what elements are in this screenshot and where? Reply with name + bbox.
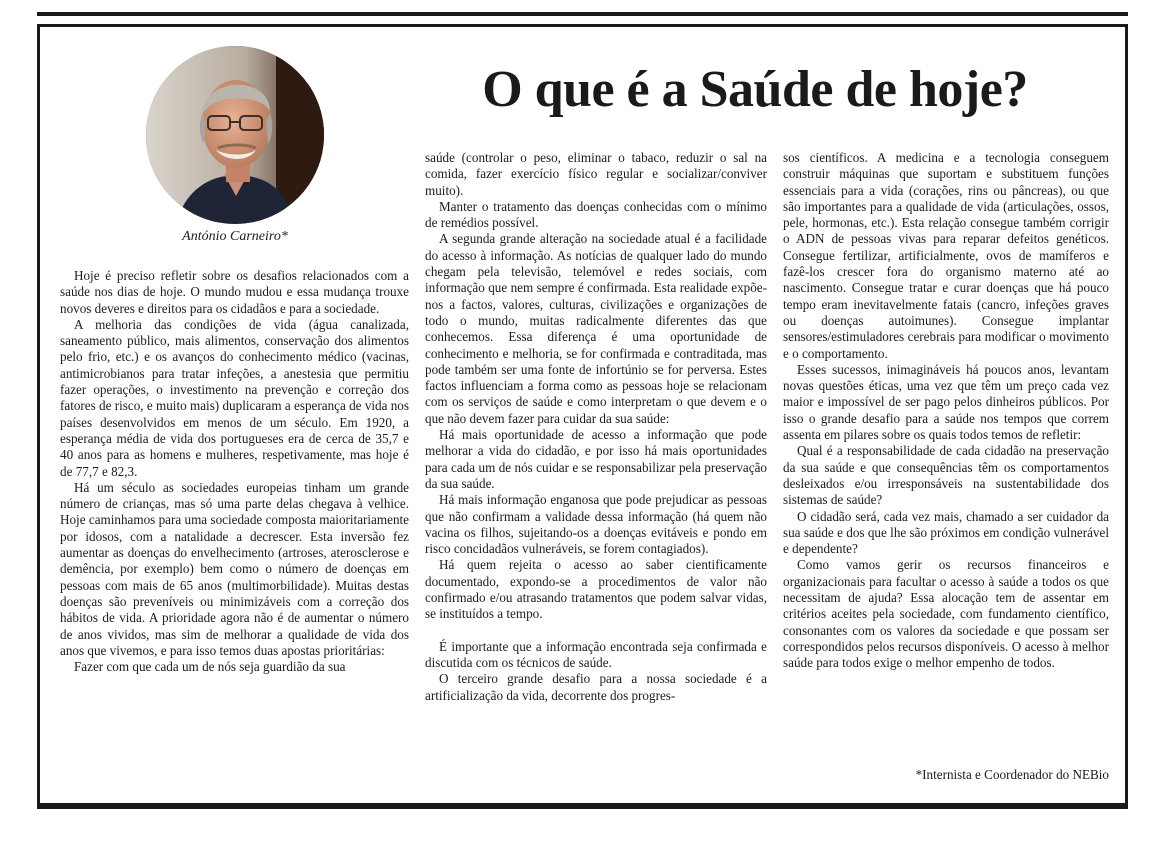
paragraph: Manter o tratamento das doenças conhecidas com o mínimo de remédios possível. [425,198,767,231]
paragraph: O terceiro grande desafio para a nossa sociedade é a artificialização da vida, decorrente dos progres- [425,671,767,703]
paragraph: O cidadão será, cada vez mais, chamado a ser cuidador da sua saúde e dos que lhe são próximos em condição vulnerável e dependente? [783,508,1109,557]
article-column-2 [425,150,767,704]
headline: O que é a Saúde de hoje? [482,61,1028,118]
author-footnote: *Internista e Coordenador do NEBio [915,767,1109,782]
paragraph: A segunda grande alteração na sociedade atual é a facilidade do acesso à informação. As notícias de qualquer lado do mundo chegam pela televisão, telemóvel e redes sociais, com informação que nem sempre é confirmada. Esta realidade expõe-nos a factos, valores, culturas, civilizações e organizações de todo o mundo, muitas radicalmente diferentes das que conhecemos. Essa diferença é uma oportunidade de conhecimento e melhoria, se for confirmada e contraditada, mas pode também ser uma fonte de infortúnio se for perversa. Estes factos influenciam a forma como as pessoas hoje se relacionam com os serviços de saúde e como interpretam o que devem e o que não devem fazer para cuidar da sua saúde: [425,231,767,426]
paragraph: saúde (controlar o peso, eliminar o tabaco, reduzir o sal na comida, fazer exercício físico regular e socializar/conviver muito). [425,150,767,198]
paragraph: Hoje é preciso refletir sobre os desafios relacionados com a saúde nos dias de hoje. O mundo mudou e essa mudança trouxe novos deveres e direitos para os cidadãos e para a sociedade. [60,268,409,316]
author-portrait-illustration [146,46,324,224]
paragraph: É importante que a informação encontrada seja confirmada e discutida com os técnicos de saúde. [425,638,767,670]
author-byline: António Carneiro* [182,229,288,244]
paragraph: Fazer com que cada um de nós seja guardião da sua [74,659,346,675]
paragraph: Esses sucessos, inimagináveis há poucos anos, levantam novas questões éticas, uma vez que têm um preço cada vez maior e impossível de ser pago pelos dinheiros públicos. Por isso o grande desafio para a saúde nos tempos que correm assenta em pilares sobre os quais todos temos de refletir: [783,361,1109,443]
author-photo [146,46,324,224]
paragraph: Há mais informação enganosa que pode prejudicar as pessoas que não confirmam a validade dessa informação (há quem não vacina os filhos, sujeitando-os a doenças evitáveis e pondo em risco concidadãos vulneráveis, se forem contagiados). [425,492,767,557]
article-column-3 [783,150,1109,672]
paragraph: Há mais oportunidade de acesso a informação que pode melhorar a vida do cidadão, e por isso há mais oportunidades para cada um de nós cuidar e se responsabilizar pela preservação da sua saúde. [425,427,767,491]
paragraph: A melhoria das condições de vida (água canalizada, saneamento público, mais alimentos, conservação dos alimentos pelo frio, etc.) e os avanços do conhecimento médico (vacinas, antimicrobianos para tratar infeções, a anestesia que permitiu fazer operações, o investimento na prevenção e correção dos fatores de risco, e muito mais) duplicaram a esperança de vida nos países desenvolvidos em menos de um século. Em 1920, a esperança média de vida dos portugueses era de cerca de 35,7 e 40 anos para as homens e mulheres, respetivamente, mas hoje é de 77,7 e 82,3. [60,316,409,479]
paragraph: Há um século as sociedades europeias tinham um grande número de crianças, mas só uma parte delas chegava à velhice. Hoje caminhamos para uma sociedade composta maioritariamente por idosos, com a natalidade a decrescer. Esta inversão fez aumentar as doenças do envelhecimento (artroses, aterosclerose e demência, por exemplo) bem como o número de doenças em pessoas com mais de 65 anos (multimorbilidade). Muitas destas doenças são preveníveis ou minimizáveis com a correção dos hábitos de vida. A prioridade agora não é de aumentar o número de anos vividos, mas sim de melhorar a qualidade de vida dos anos que vivemos, e para isso temos duas apostas prioritárias: [60,479,409,658]
paragraph: Há quem rejeita o acesso ao saber cientificamente documentado, expondo-se a procedimentos de valor não confirmado e/ou atrasando tratamentos que podem salvar vidas, se instituídos a tempo. [425,557,767,622]
paragraph: sos científicos. A medicina e a tecnologia conseguem construir máquinas que suportam e substituem funções essenciais para a vida (corações, rins ou pâncreas), ou que são importantes para a qualidade de vida (articulações, ossos, pele, hormonas, etc.). Esta relação consegue também corrigir o ADN de pessoas vivas para reparar defeitos genéticos. Consegue fertilizar, artificialmente, ovos de mamíferos e fazê-los crescer fora do organismo materno até ao nascimento. Consegue tratar e curar doenças que há pouco tempo eram inevitavelmente fatais (cancro, infeções graves ou doenças autoimunes). Consegue implantar sensores/estimuladores cerebrais para modificar o movimento e o comportamento. [783,150,1109,361]
paragraph: Qual é a responsabilidade de cada cidadão na preservação da sua saúde e que consequências têm os comportamentos desleixados e/ou irresponsáveis na sustentabilidade dos sistemas de saúde? [783,443,1109,508]
article-column-1 [60,268,409,675]
paragraph: Como vamos gerir os recursos financeiros e organizacionais para facultar o acesso à saúde a todos os que necessitam de ajuda? Essa alocação tem de assentar em critérios aceites pela sociedade, com fundamento científico, consonantes com os valores da sociedade e que possam ser correspondidos pelos recursos disponíveis. O acesso à melhor saúde para todos exige o melhor empenho de todos. [783,557,1109,671]
top-rule [37,12,1128,16]
